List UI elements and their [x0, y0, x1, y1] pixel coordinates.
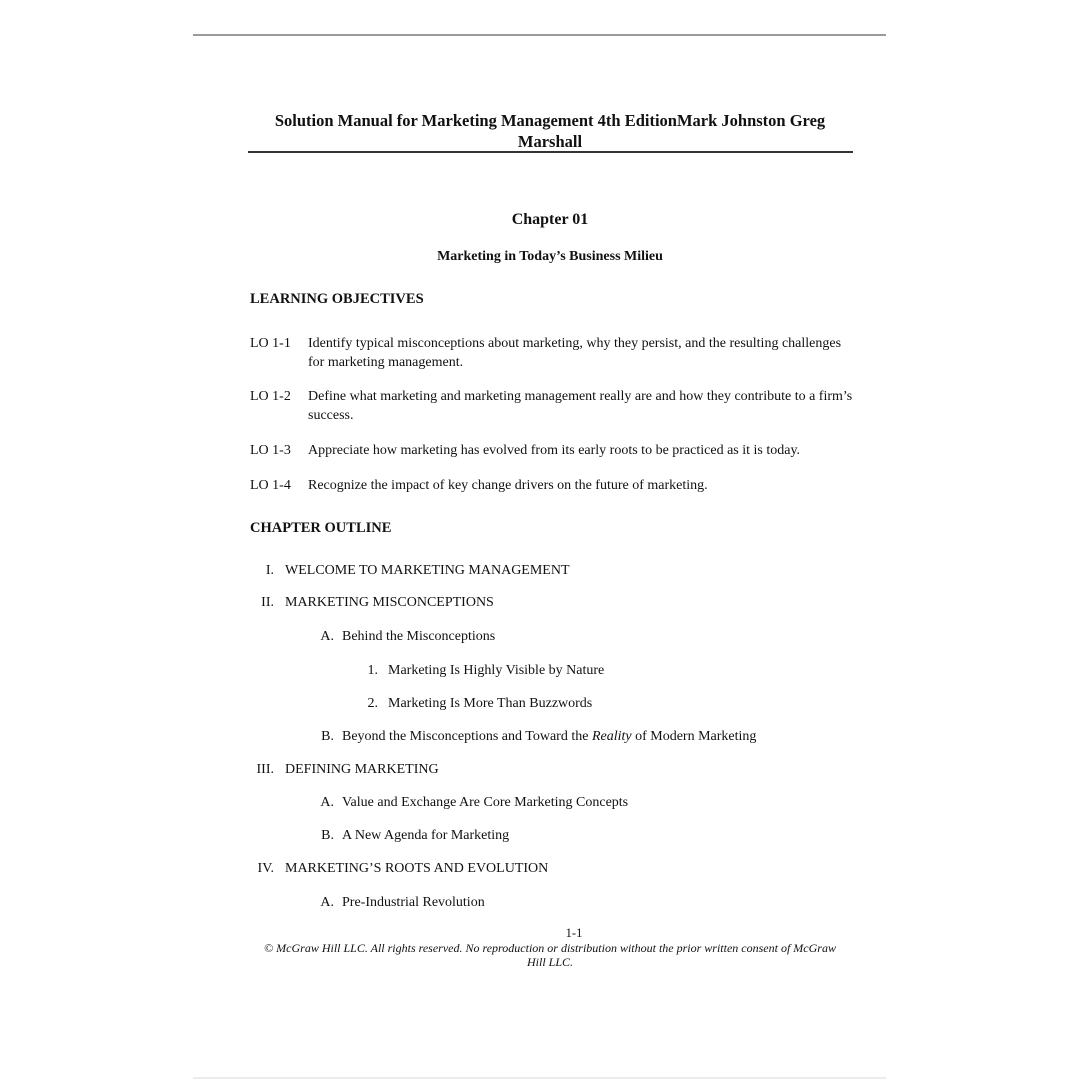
- outline-text-before: Beyond the Misconceptions and Toward the: [342, 729, 592, 744]
- lo-text: Define what marketing and marketing management really are and how they contribute to a firm’s success.: [308, 389, 853, 423]
- page-bottom-border: [193, 1077, 886, 1079]
- outline-number: A.: [320, 795, 334, 810]
- learning-objective: [250, 441, 860, 460]
- learning-objective: [250, 334, 860, 372]
- outline-number: 2.: [367, 696, 378, 711]
- page-top-border: [193, 34, 886, 36]
- outline-item: [318, 729, 756, 745]
- outline-item: [318, 795, 628, 811]
- chapter-title: Marketing in Today’s Business Milieu: [437, 249, 663, 264]
- chapter-number: Chapter 01: [511, 211, 589, 228]
- outline-number: II.: [261, 595, 274, 610]
- outline-number: B.: [321, 729, 334, 744]
- outline-text: DEFINING MARKETING: [285, 762, 439, 777]
- outline-text: WELCOME TO MARKETING MANAGEMENT: [285, 563, 570, 578]
- document-title: Solution Manual for Marketing Management 4th EditionMark Johnston Greg Marshall: [274, 111, 826, 151]
- outline-number: B.: [321, 828, 334, 843]
- chapter-outline-heading: CHAPTER OUTLINE: [250, 520, 392, 536]
- copyright-notice: © McGraw Hill LLC. All rights reserved. No reproduction or distribution without the prior written consent of McGraw Hill LLC.: [264, 941, 836, 969]
- lo-code: LO 1-3: [250, 443, 291, 458]
- outline-item: [250, 861, 548, 877]
- learning-objectives-heading: LEARNING OBJECTIVES: [250, 291, 424, 307]
- outline-item: [318, 895, 485, 911]
- outline-text: Marketing Is Highly Visible by Nature: [388, 663, 605, 678]
- lo-code: LO 1-4: [250, 478, 291, 493]
- outline-number: III.: [256, 762, 274, 777]
- outline-text: A New Agenda for Marketing: [342, 828, 510, 843]
- outline-text: MARKETING’S ROOTS AND EVOLUTION: [285, 861, 549, 876]
- outline-text: MARKETING MISCONCEPTIONS: [285, 595, 494, 610]
- outline-number: A.: [320, 895, 334, 910]
- outline-item: [362, 663, 604, 679]
- outline-item: [318, 828, 509, 844]
- title-underline: [248, 151, 853, 153]
- learning-objective: [250, 387, 860, 425]
- outline-number: A.: [320, 629, 334, 644]
- lo-text: Appreciate how marketing has evolved from its early roots to be practiced as it is today.: [308, 443, 801, 458]
- outline-text: Behind the Misconceptions: [342, 629, 496, 644]
- lo-code: LO 1-1: [250, 336, 291, 351]
- outline-item: [318, 629, 495, 645]
- outline-item: [250, 563, 570, 579]
- lo-text: Recognize the impact of key change drivers on the future of marketing.: [308, 478, 708, 493]
- outline-number: IV.: [257, 861, 274, 876]
- outline-number: 1.: [367, 663, 378, 678]
- outline-text: Pre-Industrial Revolution: [342, 895, 485, 910]
- lo-text: Identify typical misconceptions about marketing, why they persist, and the resulting challenges for marketing management.: [308, 336, 842, 370]
- outline-number: I.: [265, 563, 274, 578]
- page-number: 1-1: [565, 926, 583, 940]
- outline-item: [250, 595, 494, 611]
- outline-item: [362, 696, 592, 712]
- outline-text-italic: Reality: [591, 729, 632, 744]
- lo-code: LO 1-2: [250, 389, 291, 404]
- outline-text-after: of Modern Marketing: [631, 729, 757, 744]
- outline-text: Marketing Is More Than Buzzwords: [388, 696, 593, 711]
- learning-objective: [250, 476, 860, 495]
- outline-item: [250, 762, 439, 778]
- outline-text: Value and Exchange Are Core Marketing Concepts: [342, 795, 629, 810]
